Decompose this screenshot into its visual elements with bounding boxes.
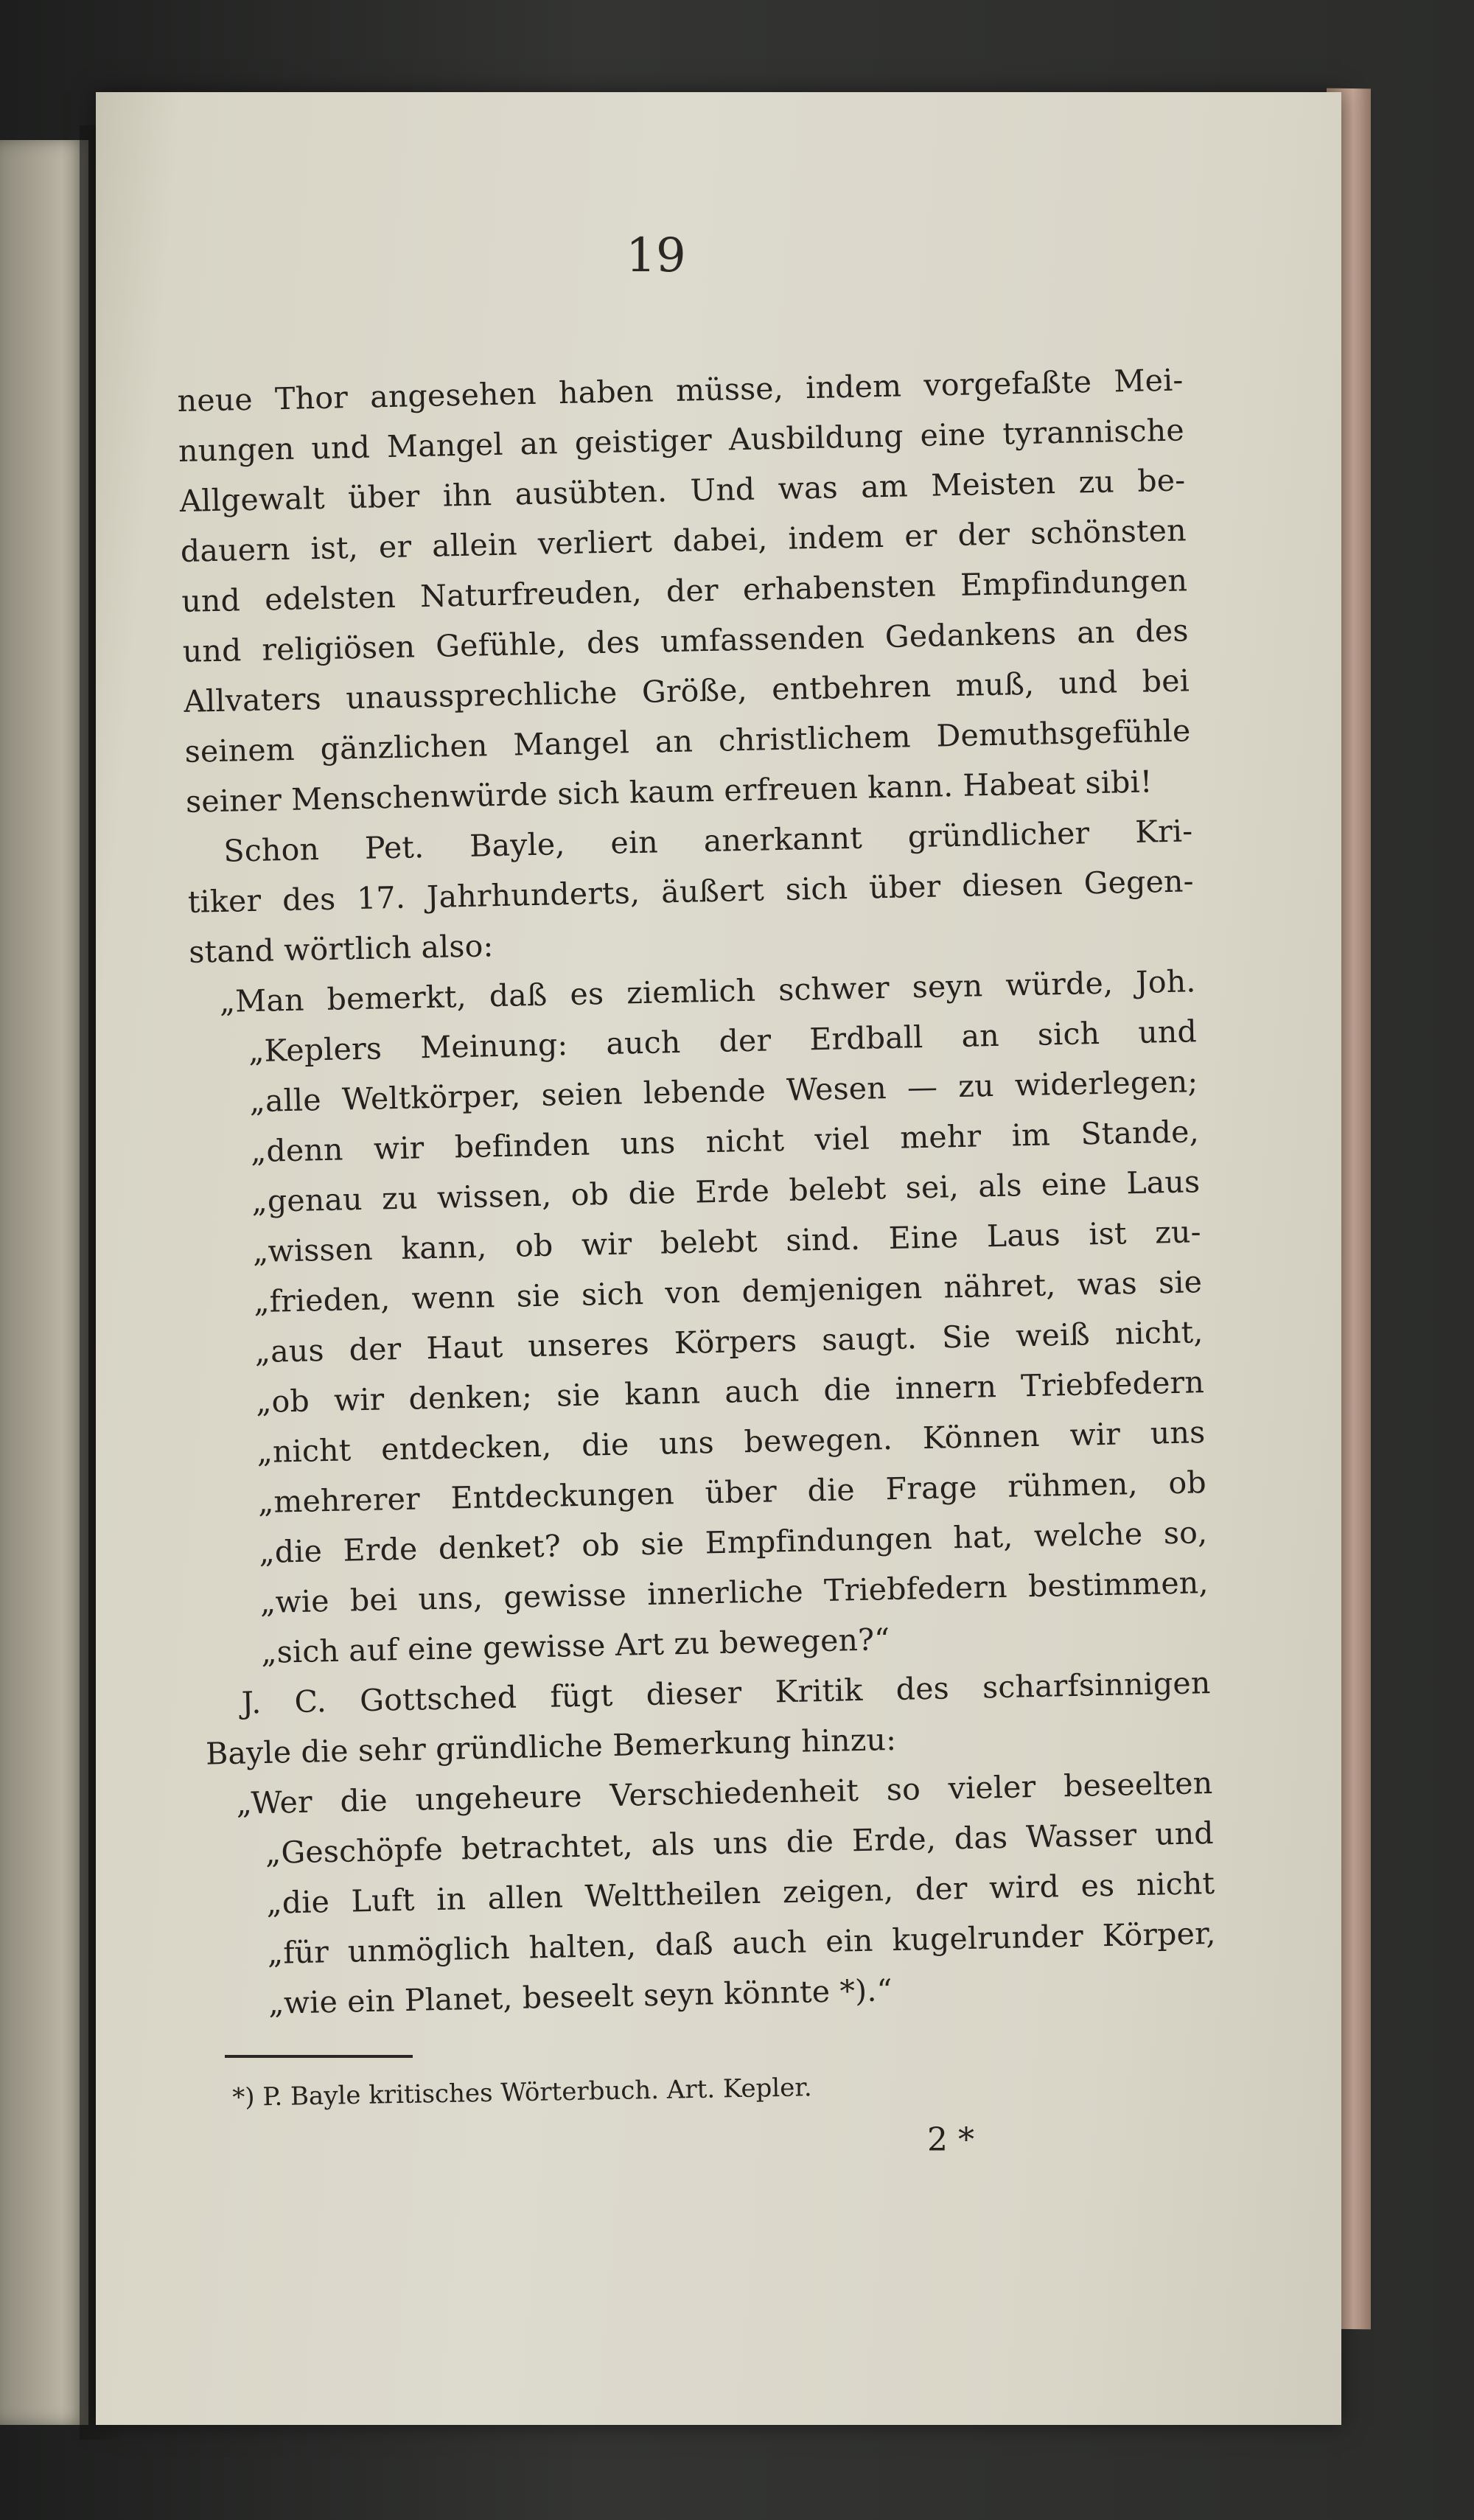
footnote: *) P. Bayle kritisches Wörterbuch. Art. Kepler. (232, 2073, 812, 2112)
text-line: Bayle die sehr gründliche Bemerkung hinzu: (205, 1721, 897, 1772)
quote-line: „sich auf eine gewisse Art zu bewegen?“ (260, 1622, 890, 1670)
quote-line: „ob wir denken; sie kann auch die innern Triebfedern (255, 1364, 1205, 1420)
text-line: dauern ist, er allein verliert dabei, indem er der schönsten (180, 512, 1187, 569)
quote-line: „wie bei uns, gewisse innerliche Triebfedern bestimmen, (259, 1565, 1209, 1620)
quote-line: „frieden, wenn sie sich von demjenigen nähret, was sie (253, 1264, 1203, 1320)
left-page-edge (0, 140, 88, 2425)
page-number: 19 (626, 228, 686, 283)
text-line: nungen und Mangel an geistiger Ausbildung eine tyrannische (178, 412, 1185, 469)
text-line: Allgewalt über ihn ausübten. Und was am Meisten zu be- (179, 462, 1186, 519)
quote-line: „alle Weltkörper, seien lebende Wesen — zu widerlegen; (249, 1064, 1198, 1120)
main-text (177, 355, 1218, 2029)
quote-line: „die Luft in allen Welttheilen zeigen, der wird es nicht (265, 1865, 1215, 1921)
quote-line: „aus der Haut unseres Körpers saugt. Sie weiß nicht, (254, 1314, 1204, 1370)
quote-line: „wie ein Planet, beseelt seyn könnte *).“ (268, 1972, 893, 2021)
quote-line: „für unmöglich halten, daß auch ein kugelrunder Körper, (267, 1915, 1217, 1971)
quote-line: „mehrerer Entdeckungen über die Frage rühmen, ob (257, 1465, 1207, 1521)
quote-line: „denn wir befinden uns nicht viel mehr im Stande, (250, 1114, 1200, 1170)
text-line: tiker des 17. Jahrhunderts, äußert sich über diesen Gegen- (187, 863, 1195, 920)
text-line: und edelsten Naturfreuden, der erhabensten Empfindungen (181, 562, 1188, 619)
text-line: und religiösen Gefühle, des umfassenden Gedankens an des (182, 612, 1190, 669)
footnote-rule (225, 2055, 413, 2058)
quote-line: „genau zu wissen, ob die Erde belebt sei, als eine Laus (251, 1164, 1201, 1220)
quote-line: „wissen kann, ob wir belebt sind. Eine Laus ist zu- (252, 1214, 1202, 1270)
quote-line: „nicht entdecken, die uns bewegen. Können wir uns (256, 1414, 1206, 1470)
quote-line: „Keplers Meinung: auch der Erdball an sich und (248, 1013, 1198, 1069)
text-line: J. C. Gottsched fügt dieser Kritik des scharfsinnigen (241, 1665, 1211, 1721)
quote-line: „Wer die ungeheure Verschiedenheit so vieler beseelten (236, 1765, 1213, 1821)
text-line: Schon Pet. Bayle, ein anerkannt gründlicher Kri- (223, 813, 1193, 869)
text-line: seinem gänzlichen Mangel an christlichem Demuthsgefühle (184, 713, 1191, 769)
quote-line: „Geschöpfe betrachtet, als uns die Erde, das Wasser und (265, 1815, 1215, 1871)
quote-line: „Man bemerkt, daß es ziemlich schwer seyn würde, Joh. (219, 963, 1197, 1019)
text-line: neue Thor angesehen haben müsse, indem vorgefaßte Mei- (177, 362, 1184, 419)
text-line: Allvaters unaussprechliche Größe, entbehren muß, und bei (183, 663, 1190, 719)
quote-line: „die Erde denket? ob sie Empfindungen hat, welche so, (258, 1515, 1208, 1571)
printer-signature: 2 * (927, 2121, 974, 2159)
text-line: seiner Menschenwürde sich kaum erfreuen kann. Habeat sibi! (185, 764, 1153, 820)
text-line: stand wörtlich also: (188, 928, 495, 970)
